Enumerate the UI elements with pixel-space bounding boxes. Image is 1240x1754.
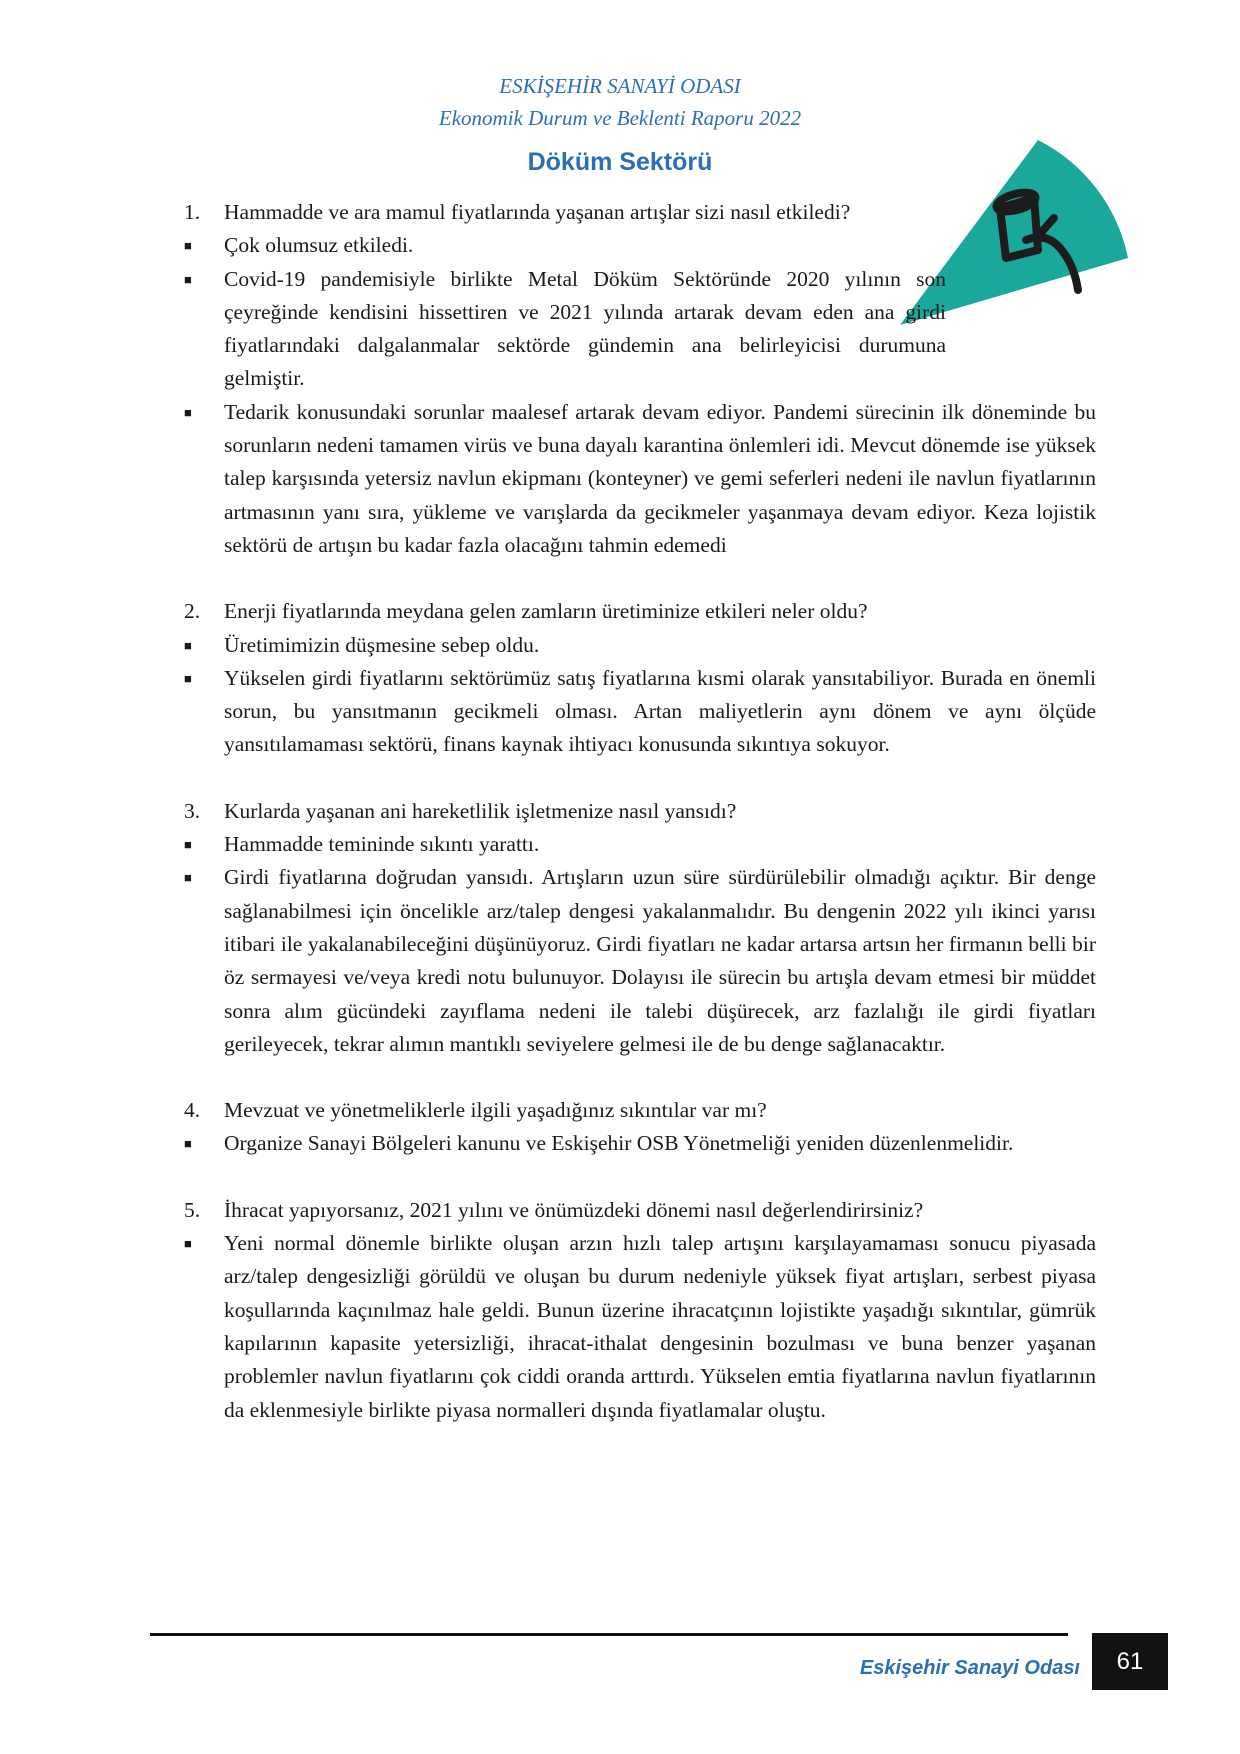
answer-text: Covid-19 pandemisiyle birlikte Metal Döküm Sektöründe 2020 yılının son çeyreğinde kendisini hissettiren ve 2021 yılında artarak devam eden ana girdi fiyatlarındaki dalgalanmalar sektörde gündemin ana belirleyicisi durumuna gelmiştir. [224,266,946,391]
bullet-icon: ■ [184,271,192,287]
answer-bullet [184,828,1096,861]
question-text: İhracat yapıyorsanız, 2021 yılını ve önümüzdeki dönemi nasıl değerlendirirsiniz? [224,1197,924,1222]
question-text: Enerji fiyatlarında meydana gelen zamların üretiminize etkileri neler oldu? [224,599,868,624]
answer-bullet [184,662,1096,762]
question-number: 1. [184,200,201,224]
section-title: Döküm Sektörü [527,148,713,176]
bullet-icon: ■ [184,870,192,886]
question-5 [184,1194,1096,1227]
header-org: ESKİŞEHİR SANAYİ ODASI [499,74,741,98]
answer-text: Yeni normal dönemle birlikte oluşan arzın hızlı talep artışını karşılayamaması sonucu piyasada arz/talep dengesizliği görüldü ve oluşan bu durum nedeniyle yüksek fiyat artışları, serbest piyasa koşullarında kaçınılmaz hale geldi. Bunun üzerine ihracatçının lojistikte yaşadığı sıkıntılar, gümrük kapılarının kapasite yetersizliği, ihracat-ithalat dengesinin bozulması ve buna benzer yaşanan problemler navlun fiyatlarını çok ciddi oranda arttırdı. Yükselen emtia fiyatlarına navlun fiyatlarının da eklenmesiyle birlikte piyasa normalleri dışında fiyatlamalar oluştu. [224,1231,1096,1422]
answer-bullet [184,861,1096,1061]
question-number: 5. [184,1197,201,1222]
question-number: 2. [184,599,201,624]
footer-divider [150,1633,1068,1636]
bullet-icon: ■ [184,404,192,420]
header-report-title: Ekonomik Durum ve Beklenti Raporu 2022 [438,106,802,130]
answer-bullet [184,229,1096,262]
question-3 [184,795,1096,828]
bullet-icon: ■ [184,238,192,254]
answer-text: Yükselen girdi fiyatlarını sektörümüz satış fiyatlarına kısmi olarak yansıtabiliyor. Burada en önemli sorun, bu yansıtmanın gecikmeli olması. Artan maliyetlerin aynı dönem ve aynı ölçüde yansıtılamaması sektörü, finans kaynak ihtiyacı konusunda sıkıntıya sokuyor. [224,665,1096,757]
question-4 [184,1094,1096,1127]
question-1 [184,196,1096,229]
answer-text: Girdi fiyatlarına doğrudan yansıdı. Artışların uzun süre sürdürülebilir olmadığı açıktır. Bir denge sağlanabilmesi için öncelikle arz/talep dengesi yakalanmalıdır. Bu dengenin 2022 yılı ikinci yarısı itibari ile yakalanabileceğini düşünüyoruz. Girdi fiyatları ne kadar artarsa artsın her firmanın belli bir öz sermayesi ve/veya kredi notu bulunuyor. Dolayısı ile sürecin bu artışla devam etmesi bir müddet sonra alım gücündeki zayıflama nedeni ile talebi düşürecek, arz fazlalığı ile girdi fiyatları gerileyecek, tekrar alımın mantıklı seviyelere gelmesi ile de bu denge sağlanacaktır. [224,865,1096,1056]
answer-bullet [184,629,1096,662]
answer-bullet [184,1127,1096,1160]
bullet-icon: ■ [184,1136,192,1152]
answer-bullet [184,263,1096,396]
question-text: Hammadde ve ara mamul fiyatlarında yaşanan artışlar sizi nasıl etkiledi? [224,200,851,224]
page-number: 61 [1092,1633,1168,1690]
question-text: Kurlarda yaşanan ani hareketlilik işletmenize nasıl yansıdı? [224,798,737,823]
bullet-icon: ■ [184,670,192,686]
bullet-icon: ■ [184,837,192,853]
bullet-icon: ■ [184,1236,192,1252]
question-2 [184,595,1096,628]
footer-org: Eskişehir Sanayi Odası [859,1657,1080,1679]
answer-text: Çok olumsuz etkiledi. [224,233,414,258]
answer-text: Üretimimizin düşmesine sebep oldu. [224,632,540,657]
answer-text: Organize Sanayi Bölgeleri kanunu ve Eskişehir OSB Yönetmeliği yeniden düzenlenmelidir. [224,1131,1014,1156]
questions-content [184,196,1096,1427]
question-text: Mevzuat ve yönetmeliklerle ilgili yaşadığınız sıkıntılar var mı? [224,1098,767,1123]
answer-bullet [184,1227,1096,1427]
question-number: 4. [184,1098,201,1123]
question-number: 3. [184,798,201,823]
bullet-icon: ■ [184,637,192,653]
answer-text: Hammadde temininde sıkıntı yarattı. [224,832,540,857]
answer-bullet [184,396,1096,562]
answer-text: Tedarik konusundaki sorunlar maalesef artarak devam ediyor. Pandemi sürecinin ilk döneminde bu sorunların nedeni tamamen virüs ve buna dayalı karantina önlemleri idi. Mevcut dönemde ise yüksek talep karşısında yetersiz navlun ekipmanı (konteyner) ve gemi seferleri nedeni ile navlun fiyatlarının artmasının yanı sıra, yükleme ve varışlarda da gecikmeler yaşanmaya devam ediyor. Keza lojistik sektörü de artışın bu kadar fazla olacağını tahmin edemedi [224,399,1096,557]
